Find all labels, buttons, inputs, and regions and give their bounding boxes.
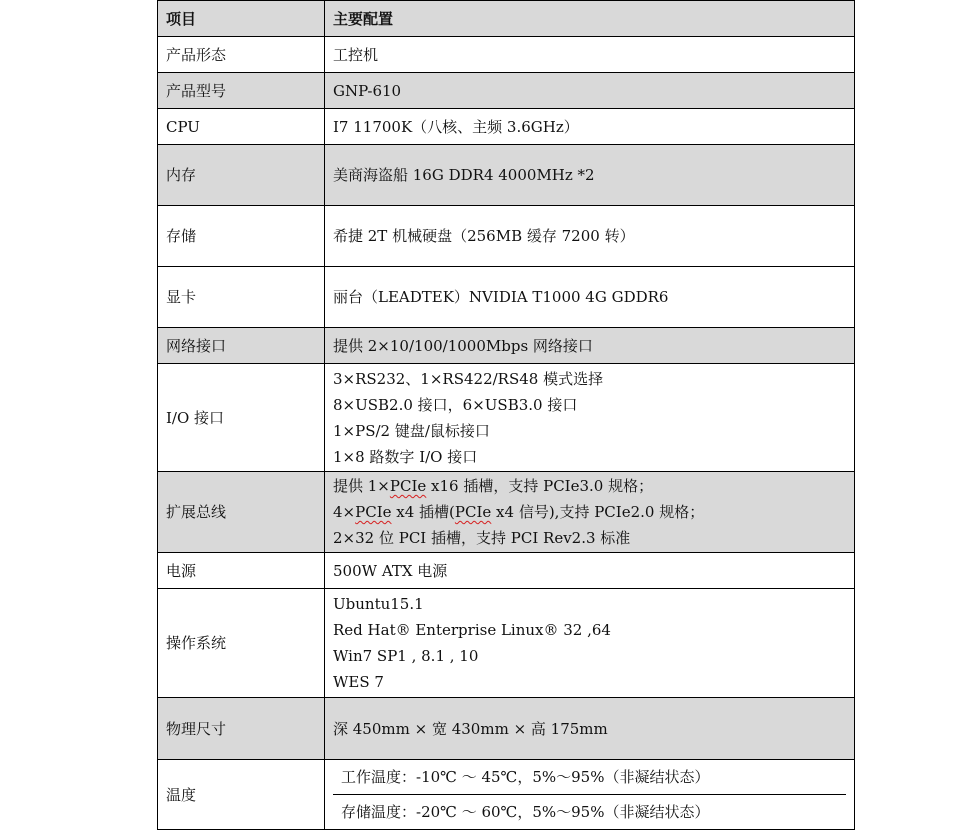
row-form xyxy=(158,37,855,73)
row-power xyxy=(158,553,855,589)
os-line: Ubuntu15.1 xyxy=(333,595,424,613)
os-line: WES 7 xyxy=(333,673,384,691)
table-header-row xyxy=(158,1,855,37)
row-model xyxy=(158,73,855,109)
temp-storage: 存储温度：-20℃ ～ 60℃，5%～95%（非凝结状态） xyxy=(333,794,846,829)
row-value xyxy=(325,364,855,472)
row-value: GNP-610 xyxy=(325,73,855,109)
row-io xyxy=(158,364,855,472)
row-label: CPU xyxy=(158,109,325,145)
row-value: 深 450mm × 宽 430mm × 高 175mm xyxy=(325,698,855,760)
row-label: 温度 xyxy=(158,760,325,830)
bus-line: 4×PCIe x4 插槽(PCIe x4 信号),支持 PCIe2.0 规格； xyxy=(333,503,705,521)
row-gpu xyxy=(158,267,855,328)
row-label: 产品型号 xyxy=(158,73,325,109)
io-line: 1×8 路数字 I/O 接口 xyxy=(333,447,478,466)
row-value xyxy=(325,760,855,830)
io-line: 3×RS232、1×RS422/RS48 模式选择 xyxy=(333,369,604,388)
row-storage xyxy=(158,206,855,267)
row-memory xyxy=(158,145,855,206)
row-os xyxy=(158,589,855,698)
row-label: 内存 xyxy=(158,145,325,206)
row-label: 网络接口 xyxy=(158,328,325,364)
io-line: 8×USB2.0 接口，6×USB3.0 接口 xyxy=(333,395,578,414)
row-value: 希捷 2T 机械硬盘（256MB 缓存 7200 转） xyxy=(325,206,855,267)
row-label: 操作系统 xyxy=(158,589,325,698)
spec-table xyxy=(157,0,855,830)
row-size xyxy=(158,698,855,760)
row-label: I/O 接口 xyxy=(158,364,325,472)
header-item: 项目 xyxy=(158,1,325,37)
row-label: 产品形态 xyxy=(158,37,325,73)
bus-line: 2×32 位 PCI 插槽，支持 PCI Rev2.3 标准 xyxy=(333,529,631,547)
header-config: 主要配置 xyxy=(325,1,855,37)
row-network xyxy=(158,328,855,364)
row-value: 提供 2×10/100/1000Mbps 网络接口 xyxy=(325,328,855,364)
row-value: I7 11700K（八核、主频 3.6GHz） xyxy=(325,109,855,145)
os-line: Win7 SP1 , 8.1 , 10 xyxy=(333,647,479,665)
row-temp xyxy=(158,760,855,830)
row-label: 物理尺寸 xyxy=(158,698,325,760)
spellcheck-underline: PCIe xyxy=(389,477,427,495)
row-value: 500W ATX 电源 xyxy=(325,553,855,589)
row-label: 电源 xyxy=(158,553,325,589)
io-line: 1×PS/2 键盘/鼠标接口 xyxy=(333,421,490,440)
row-value xyxy=(325,472,855,553)
row-label: 扩展总线 xyxy=(158,472,325,553)
row-bus xyxy=(158,472,855,553)
row-value: 工控机 xyxy=(325,37,855,73)
row-value: 丽台（LEADTEK）NVIDIA T1000 4G GDDR6 xyxy=(325,267,855,328)
row-label: 显卡 xyxy=(158,267,325,328)
spellcheck-underline: PCIe xyxy=(355,503,392,521)
os-line: Red Hat® Enterprise Linux® 32 ,64 xyxy=(333,621,611,639)
row-value: 美商海盗船 16G DDR4 4000MHz *2 xyxy=(325,145,855,206)
row-cpu xyxy=(158,109,855,145)
spellcheck-underline: PCIe xyxy=(454,503,492,521)
temp-working: 工作温度：-10℃ ～ 45℃，5%～95%（非凝结状态） xyxy=(341,768,710,786)
bus-line: 提供 1×PCIe x16 插槽，支持 PCIe3.0 规格； xyxy=(333,477,654,495)
row-value xyxy=(325,589,855,698)
row-label: 存储 xyxy=(158,206,325,267)
